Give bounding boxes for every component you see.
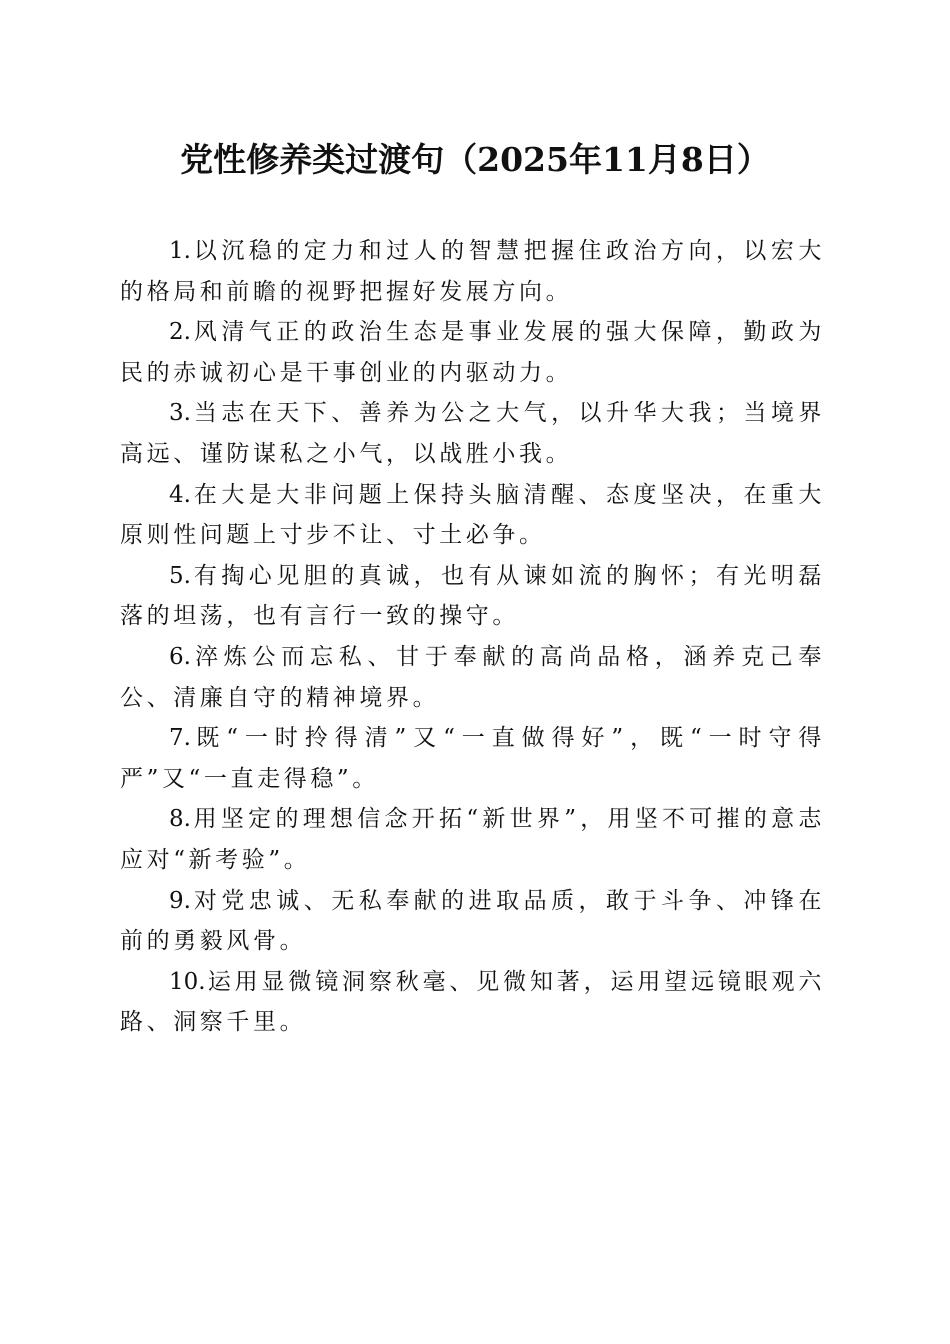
item-number: 3. — [169, 400, 191, 427]
item-text: 当志在天下、善养为公之大气，以升华大我；当境界高远、谨防谋私之小气，以战胜小我。 — [120, 400, 825, 467]
list-item — [120, 393, 825, 474]
list-item — [120, 637, 825, 718]
page-title: 党性修养类过渡句（2025年11月8日） — [180, 140, 770, 179]
item-number: 1. — [169, 238, 191, 264]
item-number: 2. — [169, 319, 191, 346]
item-text: 淬炼公而忘私、甘于奉献的高尚品格，涵养克己奉公、清廉自守的精神境界。 — [120, 643, 825, 711]
item-number: 9. — [169, 887, 191, 914]
item-text: 用坚定的理想信念开拓“新世界”，用坚不可摧的意志应对“新考验”。 — [120, 806, 825, 873]
list-item — [120, 881, 825, 962]
item-number: 8. — [169, 806, 191, 833]
item-text: 运用显微镜洞察秋毫、见微知著，运用望远镜眼观六路、洞察千里。 — [120, 968, 825, 1036]
item-number: 6. — [169, 643, 191, 670]
item-text: 既“一时拎得清”又“一直做得好”，既“一时守得严”又“一直走得稳”。 — [120, 725, 825, 792]
item-number: 10. — [169, 968, 206, 995]
list-item — [120, 556, 825, 637]
item-number: 4. — [169, 481, 191, 508]
item-number: 5. — [169, 562, 191, 589]
list-item — [120, 718, 825, 799]
document-body — [120, 231, 825, 1043]
list-item — [120, 962, 825, 1043]
item-text: 有掏心见胆的真诚，也有从谏如流的胸怀；有光明磊落的坦荡，也有言行一致的操守。 — [120, 562, 825, 630]
item-text: 风清气正的政治生态是事业发展的强大保障，勤政为民的赤诚初心是干事创业的内驱动力。 — [120, 319, 825, 386]
item-text: 对党忠诚、无私奉献的进取品质，敢于斗争、冲锋在前的勇毅风骨。 — [120, 887, 825, 955]
list-item — [120, 475, 825, 556]
item-text: 在大是大非问题上保持头脑清醒、态度坚决，在重大原则性问题上寸步不让、寸土必争。 — [120, 481, 825, 549]
list-item — [120, 799, 825, 880]
list-item — [120, 231, 825, 312]
item-text: 以沉稳的定力和过人的智慧把握住政治方向，以宏大的格局和前瞻的视野把握好发展方向。 — [120, 238, 825, 305]
item-number: 7. — [169, 725, 191, 752]
list-item — [120, 312, 825, 393]
